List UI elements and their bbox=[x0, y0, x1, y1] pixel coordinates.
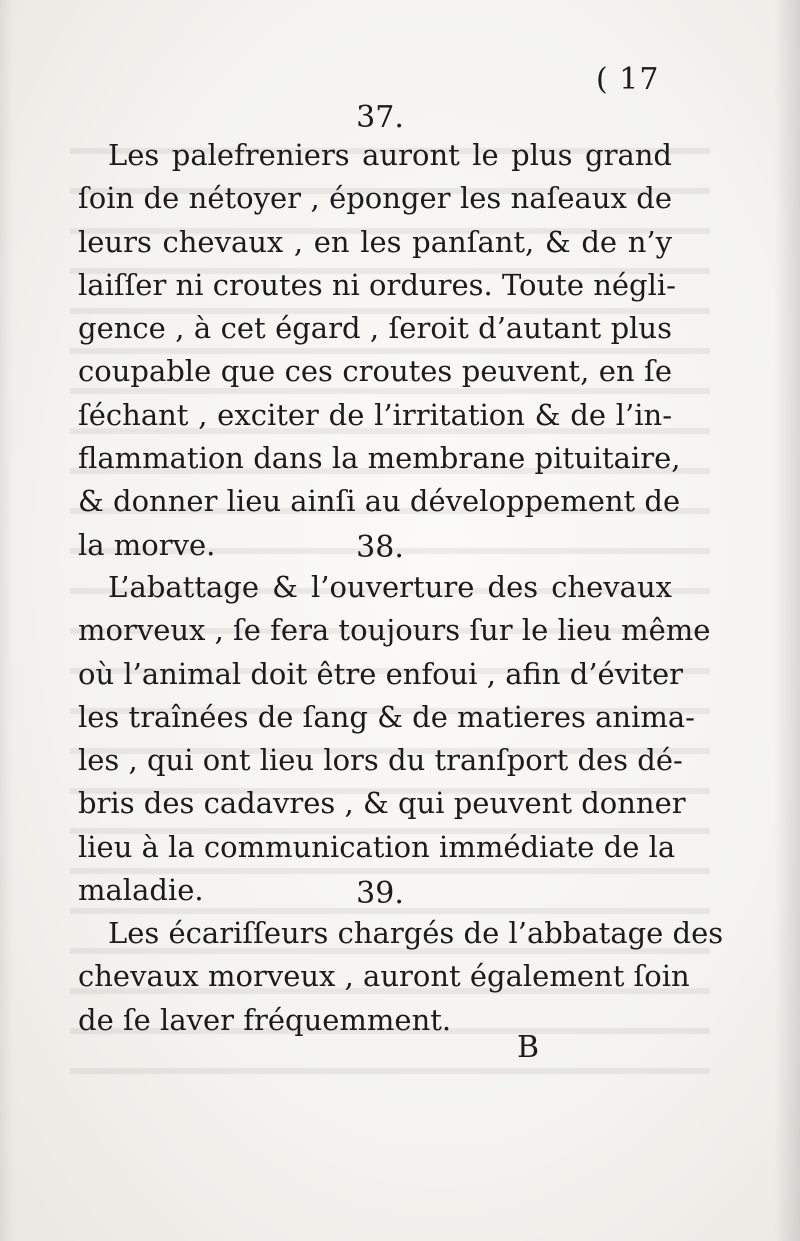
page-edge-shadow-left bbox=[0, 0, 14, 1241]
text-line: ſéchant , exciter de l’irritation & de l’in- bbox=[78, 397, 672, 432]
text-line: bris des cadavres , & qui peuvent donner bbox=[78, 786, 686, 821]
text-line: lieu à la communication immédiate de la bbox=[78, 829, 676, 864]
text-line: coupable que ces croutes peuvent, en ſe bbox=[78, 354, 672, 389]
section-number-37: 37. bbox=[356, 100, 404, 135]
text-line: flammation dans la membrane pituitaire, bbox=[78, 441, 681, 476]
text-line: morveux , ſe fera toujours ſur le lieu même bbox=[78, 613, 711, 648]
text-line: Les écariſſeurs chargés de l’abbatage des bbox=[108, 916, 724, 950]
text-line: de ſe laver fréquemment. bbox=[78, 1002, 452, 1037]
text-line: laiſſer ni croutes ni ordures. Toute négli- bbox=[78, 267, 676, 302]
text-line: les traînées de ſang & de matieres anima- bbox=[78, 699, 695, 734]
text-line: gence , à cet égard , ſeroit d’autant plus bbox=[78, 311, 672, 346]
page-number: ( 17 bbox=[596, 62, 660, 97]
text-line: L’abattage & l’ouverture des chevaux bbox=[108, 570, 672, 604]
page-edge-shadow-right bbox=[774, 0, 800, 1241]
text-line: les , qui ont lieu lors du tranſport des dé- bbox=[78, 743, 683, 778]
section-number-38: 38. bbox=[356, 530, 404, 565]
text-line: & donner lieu ainſi au développement de bbox=[78, 484, 681, 519]
text-line: où l’animal doit être enfoui , afin d’éviter bbox=[78, 656, 684, 691]
paragraph-37 bbox=[78, 134, 681, 567]
text-line: Les palefreniers auront le plus grand bbox=[108, 138, 672, 172]
text-line: leurs chevaux , en les panſant, & de n’y bbox=[78, 224, 672, 259]
text-line: chevaux morveux , auront également ſoin bbox=[78, 959, 690, 994]
signature-mark: B bbox=[517, 1030, 540, 1065]
paragraph-39 bbox=[78, 912, 724, 1042]
text-line: la morve. bbox=[78, 527, 216, 562]
section-number-39: 39. bbox=[356, 876, 404, 911]
text-line: maladie. bbox=[78, 873, 204, 908]
text-line: ſoin de nétoyer , éponger les naſeaux de bbox=[78, 181, 672, 216]
paragraph-38 bbox=[78, 566, 711, 912]
